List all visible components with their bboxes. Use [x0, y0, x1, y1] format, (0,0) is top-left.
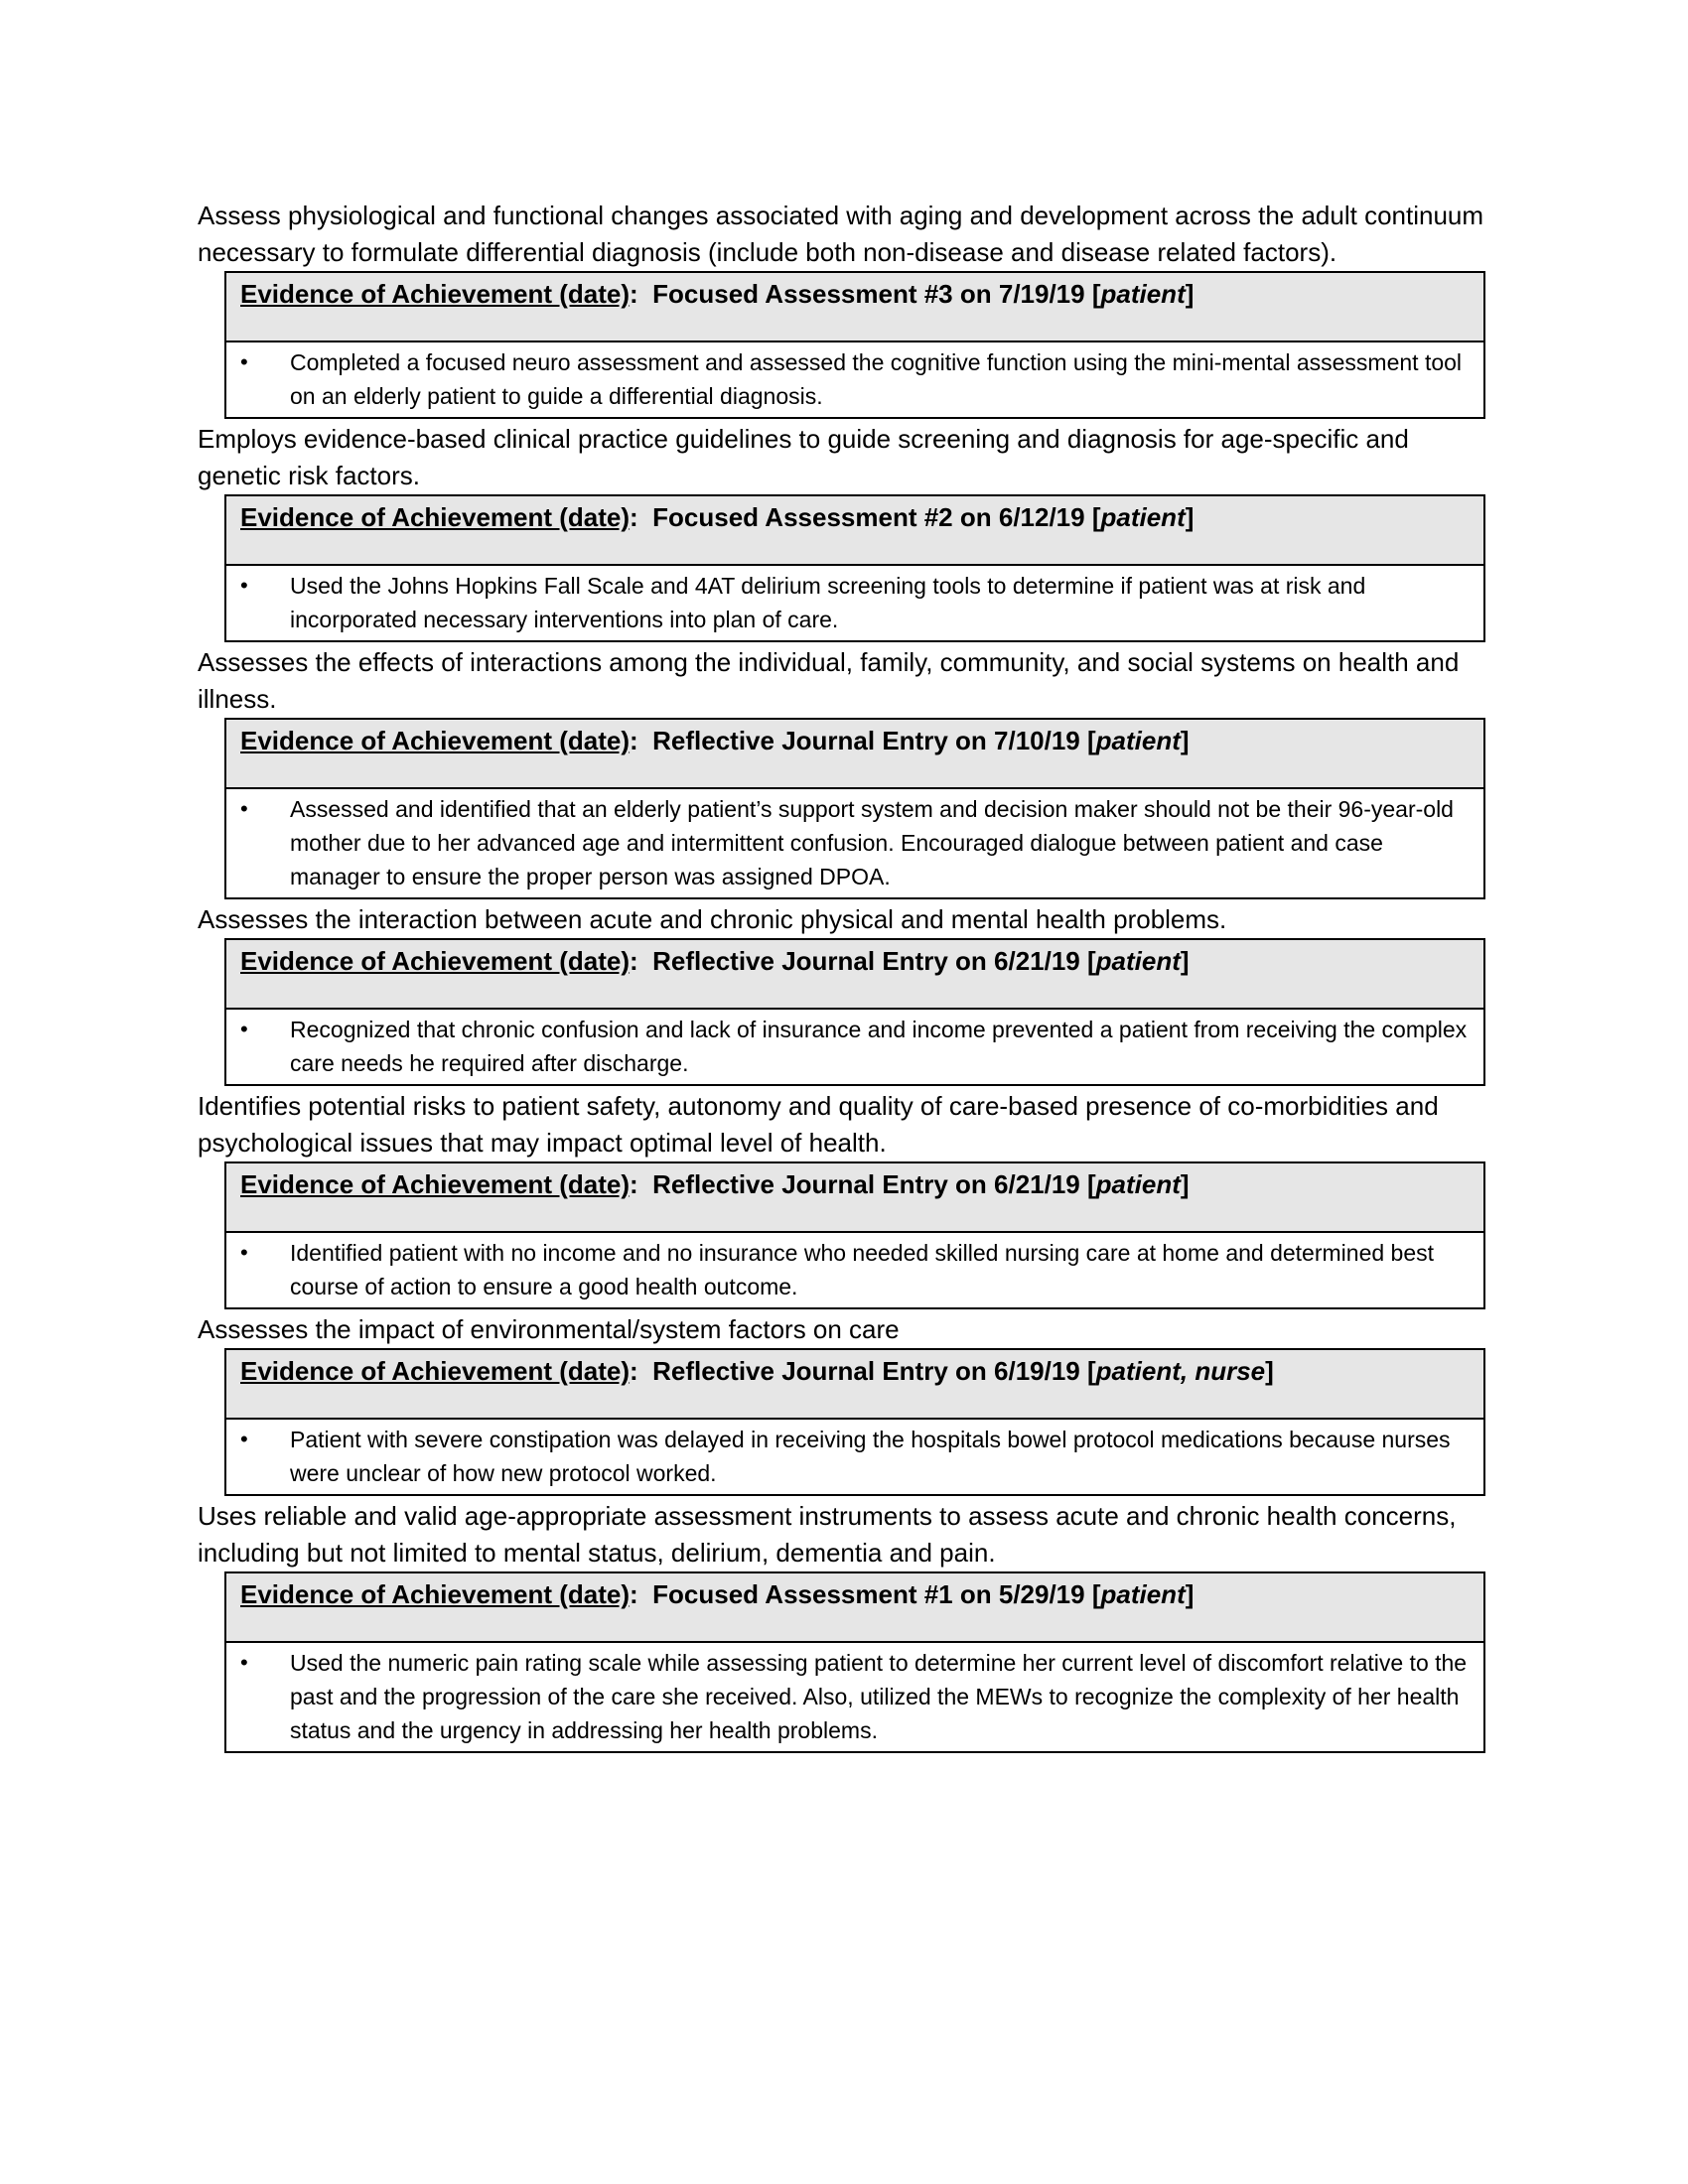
evidence-header	[226, 1350, 1483, 1420]
evidence-tags: patient	[1095, 946, 1181, 976]
competency-section	[198, 1498, 1498, 1753]
evidence-tag-open: [	[1084, 502, 1101, 532]
list-item	[240, 792, 1474, 893]
evidence-body	[226, 1420, 1483, 1494]
evidence-table	[224, 718, 1485, 899]
evidence-title: Reflective Journal Entry on 7/10/19	[652, 726, 1080, 755]
evidence-label: Evidence of Achievement (date)	[240, 279, 631, 309]
evidence-body	[226, 1233, 1483, 1307]
evidence-tags: patient	[1100, 1579, 1186, 1609]
evidence-title: Reflective Journal Entry on 6/19/19	[652, 1356, 1080, 1386]
list-item	[240, 345, 1474, 413]
evidence-body	[226, 789, 1483, 897]
evidence-description: Assessed and identified that an elderly patient’s support system and decision maker should not be their 96-year-old mother due to her advanced age and intermittent confusion. Encouraged dialogue between patient and case manager to ensure the proper person was assigned DPOA.	[290, 796, 1454, 889]
competency-statement: Assesses the effects of interactions among the individual, family, community, and social systems on health and illness.	[198, 647, 1460, 714]
evidence-tag-open: [	[1079, 1169, 1096, 1199]
evidence-title: Focused Assessment #1 on 5/29/19	[652, 1579, 1085, 1609]
evidence-header	[226, 1573, 1483, 1643]
evidence-colon: :	[630, 1579, 653, 1609]
evidence-tag-close: ]	[1180, 726, 1190, 755]
bullet-icon: •	[240, 1427, 248, 1451]
competency-section	[198, 901, 1498, 1086]
competency-section	[198, 1311, 1498, 1496]
evidence-colon: :	[630, 279, 653, 309]
evidence-table	[224, 1571, 1485, 1753]
evidence-tag-close: ]	[1185, 1579, 1195, 1609]
evidence-tag-close: ]	[1185, 279, 1195, 309]
competency-statement: Uses reliable and valid age-appropriate assessment instruments to assess acute and chronic health concerns, including but not limited to mental status, delirium, dementia and pain.	[198, 1501, 1457, 1568]
evidence-body	[226, 342, 1483, 417]
evidence-tag-open: [	[1084, 1579, 1101, 1609]
evidence-title: Reflective Journal Entry on 6/21/19	[652, 1169, 1080, 1199]
evidence-header	[226, 940, 1483, 1010]
evidence-tag-close: ]	[1180, 946, 1190, 976]
evidence-table	[224, 1348, 1485, 1496]
evidence-tag-open: [	[1084, 279, 1101, 309]
evidence-label: Evidence of Achievement (date)	[240, 1356, 631, 1386]
bullet-icon: •	[240, 1240, 248, 1265]
bullet-icon: •	[240, 796, 248, 821]
competency-statement: Assess physiological and functional changes associated with aging and development across the adult continuum necessary to formulate differential diagnosis (include both non-disease and disease related factors).	[198, 201, 1484, 267]
list-item	[240, 1646, 1474, 1747]
evidence-colon: :	[630, 502, 653, 532]
document-page	[198, 198, 1498, 1755]
competency-section	[198, 644, 1498, 899]
evidence-body	[226, 566, 1483, 640]
competency-statement: Employs evidence-based clinical practice guidelines to guide screening and diagnosis for age-specific and genetic risk factors.	[198, 424, 1409, 490]
competency-statement: Assesses the impact of environmental/system factors on care	[198, 1314, 900, 1344]
list-item	[240, 1236, 1474, 1303]
evidence-tags: patient	[1100, 502, 1186, 532]
competency-section	[198, 198, 1498, 419]
evidence-header	[226, 1163, 1483, 1233]
evidence-tag-open: [	[1079, 1356, 1096, 1386]
evidence-description: Identified patient with no income and no insurance who needed skilled nursing care at home and determined best course of action to ensure a good health outcome.	[290, 1240, 1435, 1299]
evidence-label: Evidence of Achievement (date)	[240, 946, 631, 976]
evidence-tags: patient	[1095, 1169, 1181, 1199]
evidence-header	[226, 273, 1483, 342]
evidence-table	[224, 494, 1485, 642]
bullet-icon: •	[240, 1650, 248, 1675]
evidence-label: Evidence of Achievement (date)	[240, 502, 631, 532]
evidence-title: Reflective Journal Entry on 6/21/19	[652, 946, 1080, 976]
evidence-table	[224, 938, 1485, 1086]
evidence-body	[226, 1643, 1483, 1751]
competency-statement: Identifies potential risks to patient safety, autonomy and quality of care-based presence of co-morbidities and psychological issues that may impact optimal level of health.	[198, 1091, 1439, 1158]
evidence-description: Completed a focused neuro assessment and assessed the cognitive function using the mini-mental assessment tool on an elderly patient to guide a differential diagnosis.	[290, 349, 1463, 409]
evidence-tag-open: [	[1079, 726, 1096, 755]
evidence-label: Evidence of Achievement (date)	[240, 726, 631, 755]
evidence-tag-close: ]	[1185, 502, 1195, 532]
evidence-tags: patient, nurse	[1095, 1356, 1266, 1386]
evidence-title: Focused Assessment #2 on 6/12/19	[652, 502, 1085, 532]
evidence-description: Recognized that chronic confusion and lack of insurance and income prevented a patient from receiving the complex care needs he required after discharge.	[290, 1017, 1468, 1076]
competency-section	[198, 1088, 1498, 1309]
list-item	[240, 1013, 1474, 1080]
bullet-icon: •	[240, 1017, 248, 1041]
evidence-title: Focused Assessment #3 on 7/19/19	[652, 279, 1085, 309]
competency-statement: Assesses the interaction between acute and chronic physical and mental health problems.	[198, 904, 1227, 934]
evidence-tags: patient	[1100, 279, 1186, 309]
evidence-colon: :	[630, 726, 653, 755]
evidence-tag-close: ]	[1265, 1356, 1274, 1386]
evidence-colon: :	[630, 1356, 653, 1386]
list-item	[240, 1423, 1474, 1490]
evidence-table	[224, 271, 1485, 419]
bullet-icon: •	[240, 573, 248, 598]
evidence-colon: :	[630, 1169, 653, 1199]
competency-section	[198, 421, 1498, 642]
evidence-tags: patient	[1095, 726, 1181, 755]
evidence-header	[226, 720, 1483, 789]
evidence-description: Used the numeric pain rating scale while assessing patient to determine her current level of discomfort relative to the past and the progression of the care she received. Also, utilized the MEWs to recognize the complexity of her health status and the urgency in addressing her health problems.	[290, 1650, 1468, 1743]
evidence-header	[226, 496, 1483, 566]
evidence-description: Patient with severe constipation was delayed in receiving the hospitals bowel protocol medications because nurses were unclear of how new protocol worked.	[290, 1427, 1451, 1486]
evidence-table	[224, 1161, 1485, 1309]
evidence-label: Evidence of Achievement (date)	[240, 1169, 631, 1199]
bullet-icon: •	[240, 349, 248, 374]
evidence-colon: :	[630, 946, 653, 976]
list-item	[240, 569, 1474, 636]
evidence-description: Used the Johns Hopkins Fall Scale and 4AT delirium screening tools to determine if patient was at risk and incorporated necessary interventions into plan of care.	[290, 573, 1366, 632]
evidence-tag-open: [	[1079, 946, 1096, 976]
evidence-tag-close: ]	[1180, 1169, 1190, 1199]
evidence-body	[226, 1010, 1483, 1084]
evidence-label: Evidence of Achievement (date)	[240, 1579, 631, 1609]
